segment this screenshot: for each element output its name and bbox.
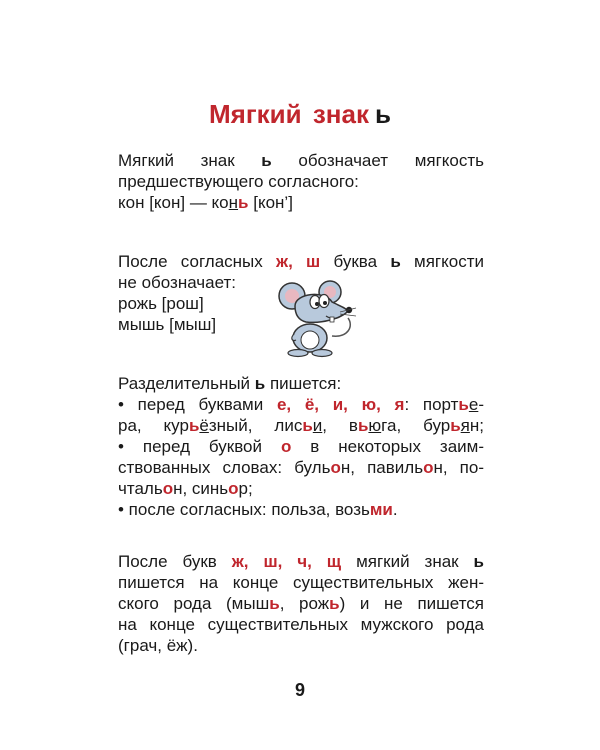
p3-line-5: ствованных словах: бульон, павильон, по- bbox=[118, 458, 485, 477]
p4-line-2: пишется на конце существительных жен- bbox=[118, 573, 484, 592]
p3-line-2: • перед буквами е, ё, и, ю, я: портье- bbox=[118, 395, 484, 414]
paragraph-definition bbox=[118, 150, 484, 213]
mouse-illustration bbox=[270, 278, 360, 358]
p3-line-4: • перед буквой о в некоторых заим- bbox=[118, 437, 484, 456]
paragraph-nouns bbox=[118, 551, 484, 656]
title-soft-sign: ь bbox=[374, 99, 391, 130]
p2-line-4: мышь [мыш] bbox=[118, 315, 217, 334]
title-text: Мягкий знак bbox=[209, 99, 369, 130]
p1-line-1: Мягкий знак ь обозначает мягкость bbox=[118, 151, 485, 170]
paragraph-separating bbox=[118, 373, 484, 520]
p3-line-1: Разделительный ь пишется: bbox=[118, 374, 342, 393]
p2-line-3: рожь [рош] bbox=[118, 294, 204, 313]
page-number: 9 bbox=[294, 680, 305, 700]
p4-line-5: (грач, ёж). bbox=[118, 636, 198, 655]
p4-line-3: ского рода (мышь, рожь) и не пишется bbox=[118, 594, 484, 613]
p2-line-1: После согласных ж, ш буква ь мягкости bbox=[118, 252, 484, 271]
p3-line-7: • после согласных: польза, возьми. bbox=[118, 500, 398, 519]
p2-line-2: не обозначает: bbox=[118, 273, 236, 292]
p1-line-2: предшествующего согласного: bbox=[118, 172, 359, 191]
p4-line-4: на конце существительных мужского рода bbox=[118, 615, 484, 634]
p3-line-3: ра, курьёзный, лисьи, вьюга, бурьян; bbox=[118, 416, 484, 435]
p4-line-1: После букв ж, ш, ч, щ мягкий знак ь bbox=[118, 552, 484, 571]
p3-line-6: чтальон, синьор; bbox=[118, 479, 253, 498]
p1-line-3: кон [кон] — конь [кон’] bbox=[118, 193, 293, 212]
page-title bbox=[0, 99, 600, 130]
